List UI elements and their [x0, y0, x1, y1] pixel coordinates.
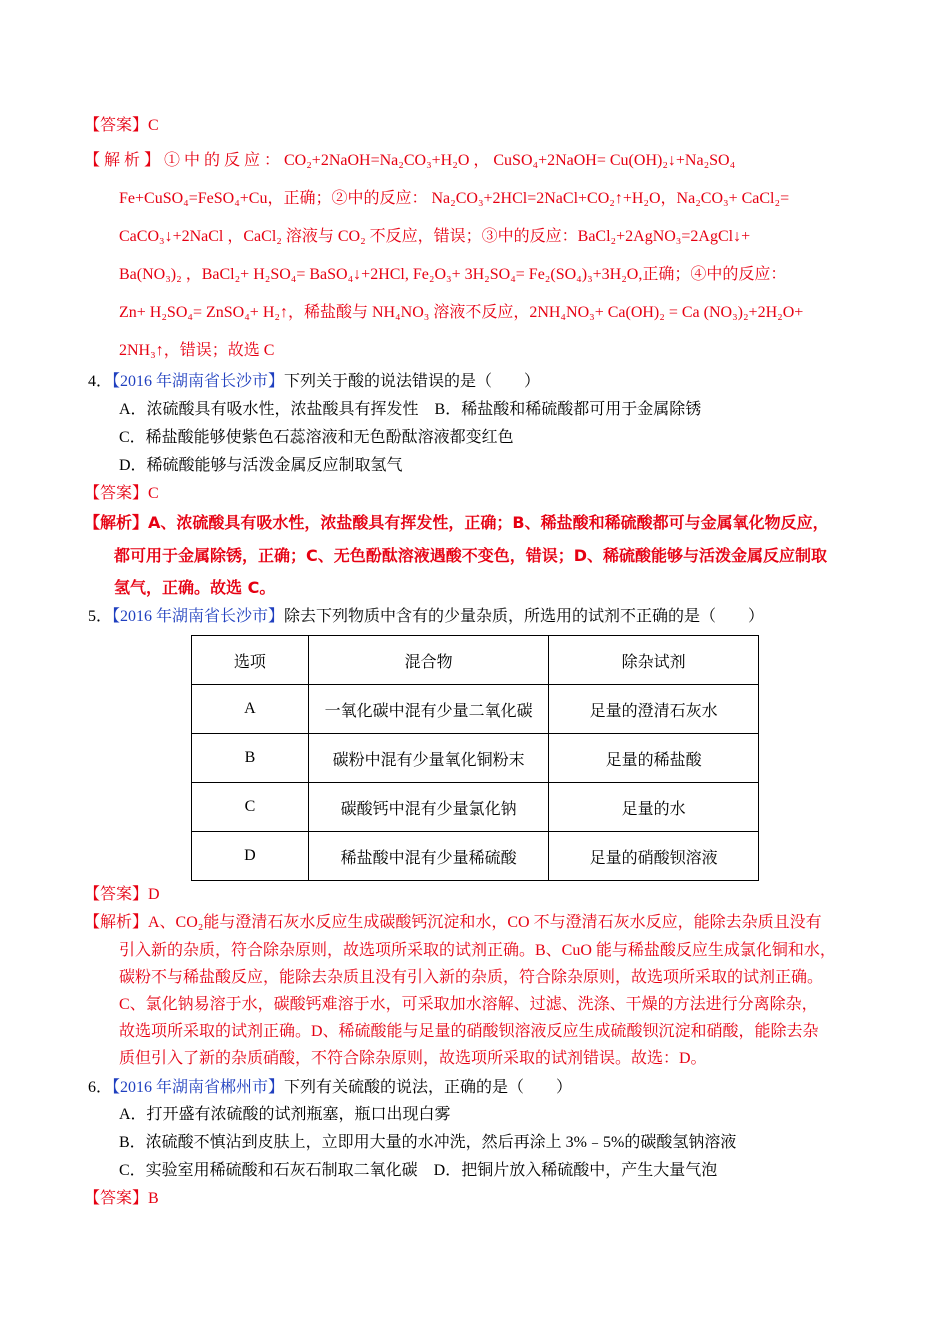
q3-analysis-line-3: CaCO₃↓+2NaCl ，CaCl₂ 溶液与 CO₂ 不反应，错误；③中的反应：BaCl₂+2AgNO₃=2AgCl↓+ — [119, 228, 751, 245]
q5-source: 【2016 年湖南省长沙市】 — [112, 608, 285, 625]
q5-analysis-line-6: 质但引入了新的杂质硝酸，不符合除杂原则，故选项所采取的试剂错误。故选：D。 — [119, 1050, 707, 1067]
q4-option-c: C．稀盐酸能够使紫色石蕊溶液和无色酚酞溶液都变红色 — [119, 429, 514, 446]
q5-analysis-line-2: 引入新的杂质，符合除杂原则，故选项所采取的试剂正确。B、CuO 能与稀盐酸反应生成氯化铜和水， — [119, 942, 836, 959]
table-row — [192, 734, 759, 783]
q3-analysis-line-4: Ba(NO₃)₂ ，BaCl₂+ H₂SO₄= BaSO₄↓+2HCl, Fe₂O₃+ 3H₂SO₄= Fe₂(SO₄)₃+3H₂O,正确；④中的反应： — [119, 266, 787, 283]
q4-analysis-line-3: 氢气，正确。故选 C。 — [114, 578, 276, 597]
table-header-cell: 选项 — [192, 636, 309, 685]
table-header-row — [192, 636, 759, 685]
q3-analysis-line-1: 【 解 析 】 ① 中 的 反 应 ： CO₂+2NaOH=Na₂CO₃+H₂O ， CuSO₄+2NaOH= Cu(OH)₂↓+Na₂SO₄ — [84, 152, 736, 169]
q6-answer: 【答案】B — [84, 1190, 159, 1207]
table-cell: 一氧化碳中混有少量二氧化碳 — [308, 685, 549, 734]
table-cell: A — [192, 685, 309, 734]
q3-analysis-line-5: Zn+ H₂SO₄= ZnSO₄+ H₂↑，稀盐酸与 NH₄NO₃ 溶液不反应，2NH₄NO₃+ Ca(OH)₂ = Ca (NO₃)₂+2H₂O+ — [119, 304, 804, 321]
options-table — [191, 635, 759, 881]
table-header-cell: 混合物 — [308, 636, 549, 685]
table-cell: 足量的稀盐酸 — [549, 734, 759, 783]
q6-option-cd: C．实验室用稀硫酸和石灰石制取二氧化碳 D．把铜片放入稀硫酸中，产生大量气泡 — [119, 1162, 718, 1179]
q5-stem: 除去下列物质中含有的少量杂质，所选用的试剂不正确的是（ ） — [284, 608, 765, 625]
q5-header — [88, 607, 764, 627]
table-cell: 碳酸钙中混有少量氯化钠 — [308, 783, 549, 832]
q4-option-ab: A．浓硫酸具有吸水性，浓盐酸具有挥发性 B．稀盐酸和稀硫酸都可用于金属除锈 — [119, 401, 702, 418]
q4-stem: 下列关于酸的说法错误的是（ ） — [284, 373, 541, 390]
q3-analysis-line-2: Fe+CuSO₄=FeSO₄+Cu，正确；②中的反应： Na₂CO₃+2HCl=2NaCl+CO₂↑+H₂O，Na₂CO₃+ CaCl₂= — [119, 190, 790, 207]
table-cell: 足量的澄清石灰水 — [549, 685, 759, 734]
table-cell: 碳粉中混有少量氧化铜粉末 — [308, 734, 549, 783]
q6-option-b: B．浓硫酸不慎沾到皮肤上，立即用大量的水冲洗，然后再涂上 3%﹣5%的碳酸氢钠溶液 — [119, 1134, 737, 1151]
q6-source: 【2016 年湖南省郴州市】 — [112, 1079, 285, 1096]
q6-option-a: A．打开盛有浓硫酸的试剂瓶塞，瓶口出现白雾 — [119, 1106, 451, 1123]
q3-answer: 【答案】C — [84, 117, 159, 134]
table-cell: D — [192, 832, 309, 881]
q6-header — [88, 1078, 572, 1098]
q5-analysis-line-4: C、氯化钠易溶于水，碳酸钙难溶于水，可采取加水溶解、过滤、洗涤、干燥的方法进行分离除杂， — [119, 996, 818, 1013]
table-header-cell: 除杂试剂 — [549, 636, 759, 685]
table-cell: C — [192, 783, 309, 832]
q5-analysis-line-5: 故选项所采取的试剂正确。D、稀硫酸能与足量的硝酸钡溶液反应生成硫酸钡沉淀和硝酸，能除去杂 — [119, 1023, 819, 1040]
table-row — [192, 832, 759, 881]
q3-analysis-line-6: 2NH₃↑，错误；故选 C — [119, 342, 275, 359]
q4-header — [88, 372, 540, 392]
table-row — [192, 685, 759, 734]
q4-analysis-line-1: 【解析】A、浓硫酸具有吸水性，浓盐酸具有挥发性，正确；B、稀盐酸和稀硫酸都可与金属氧化物反应， — [84, 513, 829, 532]
q4-source: 【2016 年湖南省长沙市】 — [112, 373, 285, 390]
table-cell: 足量的硝酸钡溶液 — [549, 832, 759, 881]
table-row — [192, 783, 759, 832]
q5-analysis-line-1: 【解析】A、CO₂能与澄清石灰水反应生成碳酸钙沉淀和水，CO 不与澄清石灰水反应，能除去杂质且没有 — [84, 914, 822, 931]
table-cell: 足量的水 — [549, 783, 759, 832]
q4-number: 4． — [88, 373, 113, 390]
q5-number: 5． — [88, 608, 113, 625]
q4-option-d: D．稀硫酸能够与活泼金属反应制取氢气 — [119, 457, 403, 474]
table-cell: 稀盐酸中混有少量稀硫酸 — [308, 832, 549, 881]
q6-stem: 下列有关硫酸的说法，正确的是（ ） — [284, 1079, 573, 1096]
table-cell: B — [192, 734, 309, 783]
q6-number: 6． — [88, 1079, 113, 1096]
q4-answer: 【答案】C — [84, 485, 159, 502]
q5-answer: 【答案】D — [84, 886, 160, 903]
q5-analysis-line-3: 碳粉不与稀盐酸反应，能除去杂质且没有引入新的杂质，符合除杂原则，故选项所采取的试剂正确。 — [119, 969, 824, 986]
q4-analysis-line-2: 都可用于金属除锈，正确；C、无色酚酞溶液遇酸不变色，错误；D、稀硫酸能够与活泼金属反应制取 — [114, 546, 828, 565]
